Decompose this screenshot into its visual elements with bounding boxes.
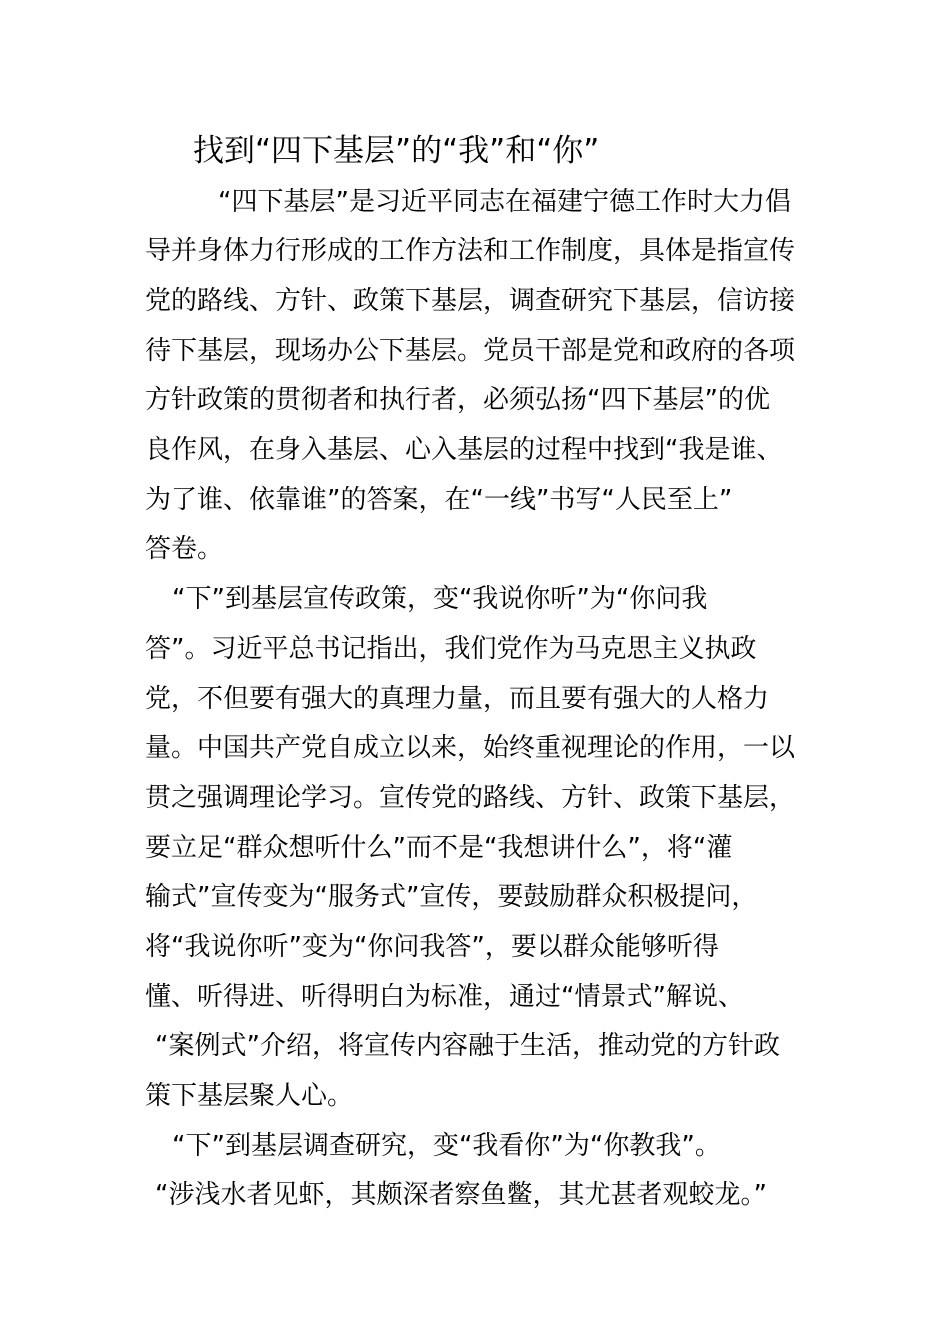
paragraph-line: 为了谁、依靠谁”的答案，在“一线”书写“人民至上” — [145, 485, 733, 515]
paragraph-line: 党的路线、方针、政策下基层，调查研究下基层，信访接 — [145, 286, 796, 316]
paragraph-line: 导并身体力行形成的工作方法和工作制度，具体是指宣传 — [145, 236, 796, 266]
paragraph-line: 答”。习近平总书记指出，我们党作为马克思主义执政 — [145, 634, 757, 664]
paragraph-line: 答卷。 — [145, 534, 224, 564]
paragraph-line: 待下基层，现场办公下基层。党员干部是党和政府的各项 — [145, 336, 796, 366]
paragraph-line: “案例式”介绍，将宣传内容融于生活，推动党的方针政 — [155, 1031, 780, 1061]
paragraph-line: 将“我说你听”变为“你问我答”，要以群众能够听得 — [145, 932, 719, 962]
paragraph-line: 良作风，在身入基层、心入基层的过程中找到“我是谁、 — [145, 435, 783, 465]
document-title: 找到“四下基层”的“我”和“你” — [193, 133, 600, 169]
paragraph-line: “涉浅水者见虾，其颇深者察鱼鳖，其尤甚者观蛟龙。” — [155, 1180, 767, 1210]
paragraph-line: 要立足“群众想听什么”而不是“我想讲什么”，将“灌 — [145, 833, 733, 863]
paragraph-line: 量。中国共产党自成立以来，始终重视理论的作用，一以 — [145, 733, 796, 763]
paragraph-line: 方针政策的贯彻者和执行者，必须弘扬“四下基层”的优 — [145, 385, 770, 415]
paragraph-line: “下”到基层宣传政策，变“我说你听”为“你问我 — [172, 584, 708, 614]
paragraph-line: “四下基层”是习近平同志在福建宁德工作时大力倡 — [218, 187, 791, 217]
paragraph-line: 懂、听得进、听得明白为标准，通过“情景式”解说、 — [145, 982, 744, 1012]
paragraph-line: “下”到基层调查研究，变“我看你”为“你教我”。 — [172, 1131, 721, 1161]
paragraph-line: 党，不但要有强大的真理力量，而且要有强大的人格力 — [145, 684, 770, 714]
paragraph-line: 输式”宣传变为“服务式”宣传，要鼓励群众积极提问， — [145, 882, 758, 912]
paragraph-line: 贯之强调理论学习。宣传党的路线、方针、政策下基层， — [145, 783, 796, 813]
paragraph-line: 策下基层聚人心。 — [145, 1081, 354, 1111]
